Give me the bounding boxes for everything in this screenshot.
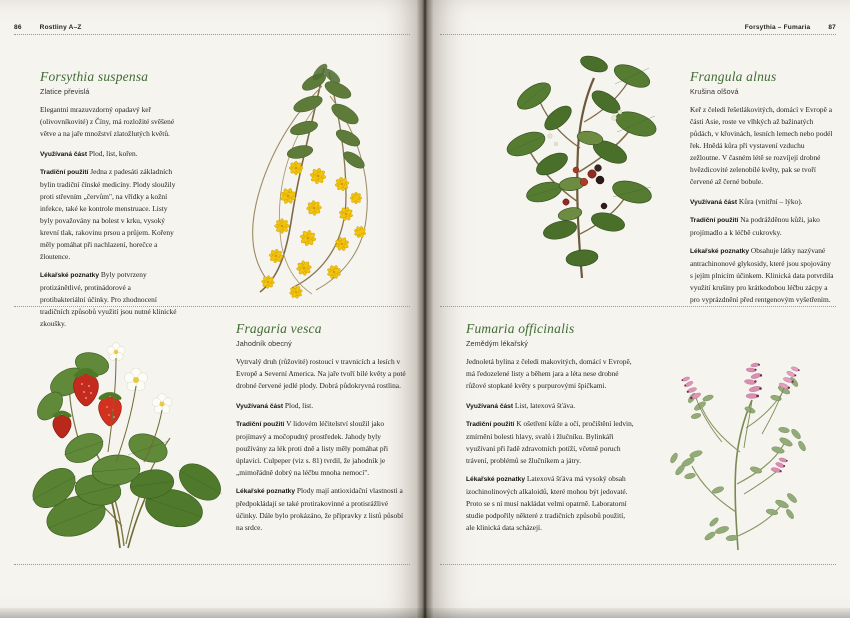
left-running-head-text: Rostliny A–Z — [39, 24, 82, 31]
forsythia-illustration — [196, 56, 406, 301]
entry-intro: Vytrvalý druh (růžovité) rostoucí v travnicích a lesích v Evropě a Severní America. Na jaře tvoří bílé květy a poté drobné červené jedlé plody. Dobrá půdokryvná rostlina. — [236, 356, 406, 390]
section-label: Lékařské poznatky — [466, 476, 526, 484]
section-text: Obsahuje látky nazývané antrachinonové glykosidy, které jsou spojovány s jejím plnicím účinkem. Klinická data potvrdila využití krušiny pro krátkodobou léčbu zácpy a pro vyprázdnění před rentgenovým vyšetřením. — [690, 246, 834, 304]
left-bottom-rule — [14, 564, 410, 565]
entry-section-part — [466, 400, 634, 413]
section-label: Lékařské poznatky — [236, 488, 296, 496]
entry-forsythia-suspensa — [40, 70, 178, 336]
entry-section-traditional — [236, 418, 408, 479]
book-gutter — [417, 0, 433, 618]
section-label: Tradiční použití — [40, 169, 89, 177]
section-text: Na podrážděnou kůži, jako projímadlo a k léčbě cukrovky. — [690, 215, 820, 238]
right-running-head-text: Forsythia – Fumaria — [744, 24, 811, 31]
entry-section-evidence — [690, 245, 834, 306]
section-label: Tradiční použití — [690, 217, 739, 225]
section-label: Využívaná část — [40, 150, 88, 158]
section-text: List, latexová šťáva. — [514, 400, 576, 410]
section-text: Latexová šťáva má vysoký obsah izochinolinových alkaloidů, které mohou být jedovaté. Proto se s ní musí nakládat velmi opatrně. Laboratorní studie podpořily některé z tradičních způsobů použití, ale klinická data scházejí. — [466, 474, 628, 532]
section-text: Kůra (vnitřní – lýko). — [738, 196, 803, 206]
fumaria-illustration — [652, 352, 832, 552]
entry-common-name: Zlatice převislá — [40, 86, 90, 96]
entry-intro: Elegantní mrazuvzdorný opadavý keř (olivovníkovité) z Číny, má rozložité svěšené větve a na jaře množství zlatožlutých květů. — [40, 104, 175, 138]
section-label: Lékařské poznatky — [690, 248, 750, 256]
section-label: Využívaná část — [466, 402, 514, 410]
entry-latin-name: Frangula alnus — [690, 69, 777, 84]
book-bottom-edge — [0, 608, 850, 618]
right-header-rule — [440, 34, 836, 35]
section-label: Lékařské poznatky — [40, 272, 100, 280]
entry-section-part — [690, 196, 834, 209]
entry-section-evidence — [236, 485, 408, 534]
right-folio: 87 — [828, 24, 836, 31]
section-text: Plod, list, kořen. — [88, 148, 138, 158]
section-label: Tradiční použití — [466, 421, 515, 429]
entry-intro: Jednoletá bylina z čeledi makovitých, domácí v Evropě, má ľedozelené listy a během jara a léta nese drobné růžové stopkaté květy s purpurovými špičkami. — [466, 356, 632, 390]
section-label: Tradiční použití — [236, 421, 285, 429]
left-header-rule — [14, 34, 410, 35]
entry-latin-name: Fumaria officinalis — [466, 321, 575, 336]
entry-section-traditional — [466, 418, 634, 467]
left-folio: 86 — [14, 24, 22, 31]
entry-latin-name: Forsythia suspensa — [40, 69, 149, 84]
entry-common-name: Zemědým lékařský — [466, 338, 528, 348]
entry-fumaria-officinalis — [466, 322, 634, 540]
section-text: Plod, list. — [284, 400, 314, 410]
section-text: Plody mají antioxidační vlastnosti a předpokládají se také protirakovinné a protisrážlivé účinky. Dále bylo prokázáno, že přípravky z listů působí na srdce. — [236, 486, 403, 532]
entry-common-name: Krušina olšová — [690, 86, 739, 96]
entry-common-name: Jahodník obecný — [236, 338, 292, 348]
right-running-head — [745, 24, 836, 31]
fragaria-illustration — [24, 320, 234, 552]
section-text: Jedna z padesáti základních bylin tradiční čínské medicíny. Plody sloužily proti střevním „červům", na vřídky a kožní infekce, také ke kontrole menstruace. Listy byly považovány na bolest v krku, vysoký krevní tlak, rakovinu prsou a průjem. Kořeny měly pomáhat při nachlazení, horečce a žloutence. — [40, 167, 176, 262]
section-label: Využívaná část — [236, 402, 284, 410]
entry-fragaria-vesca — [236, 322, 408, 540]
left-running-head — [14, 24, 82, 31]
entry-intro: Keř z čeledi řešetlákovitých, domácí v Evropě a části Asie, roste ve vlhkých až bažinatých půdách, v křovinách, lesních lemech nebo podél řek. Hnědá kůra při vystavení vzduchu zežloutne. V časném létě se rozvíjejí drobné hvězdicovité zelenobílé květy, pak se tvoří červené až černé bobule. — [690, 104, 833, 186]
entry-latin-name: Fragaria vesca — [236, 321, 322, 336]
right-bottom-rule — [440, 564, 836, 565]
entry-section-part — [236, 400, 408, 413]
entry-section-part — [40, 148, 178, 161]
entry-section-traditional — [690, 214, 834, 239]
entry-section-traditional — [40, 166, 178, 263]
section-text: V lidovém léčitelství sloužil jako projímavý a močopudný prostředek. Jahody byly používány za lék proti dně a listy měly pomáhat při úplavici. Culpeper (viz s. 81) tvrdil, že jahodník je „mimořádně dobrý na léčbu mnoha nemocí". — [236, 419, 389, 478]
frangula-illustration — [486, 52, 676, 282]
section-text: Byly potvrzeny protizánětlivé, protinádorové a protibakteriální účinky. Pro zhodnocení tradičních způsobů využití jsou nutné klinické zkoušky. — [40, 270, 177, 328]
section-label: Využívaná část — [690, 198, 738, 206]
entry-frangula-alnus — [690, 70, 834, 312]
section-text: K ošetření kůže a očí, pročištění ledvin, zmírnění bolesti hlavy, svalů i žlučníku. Bylinkáři využívaní při řadě zdravotních potíží, včetně poruch trávení, problémů se žlučníkem a játry. — [466, 419, 634, 466]
entry-section-evidence — [466, 473, 634, 534]
